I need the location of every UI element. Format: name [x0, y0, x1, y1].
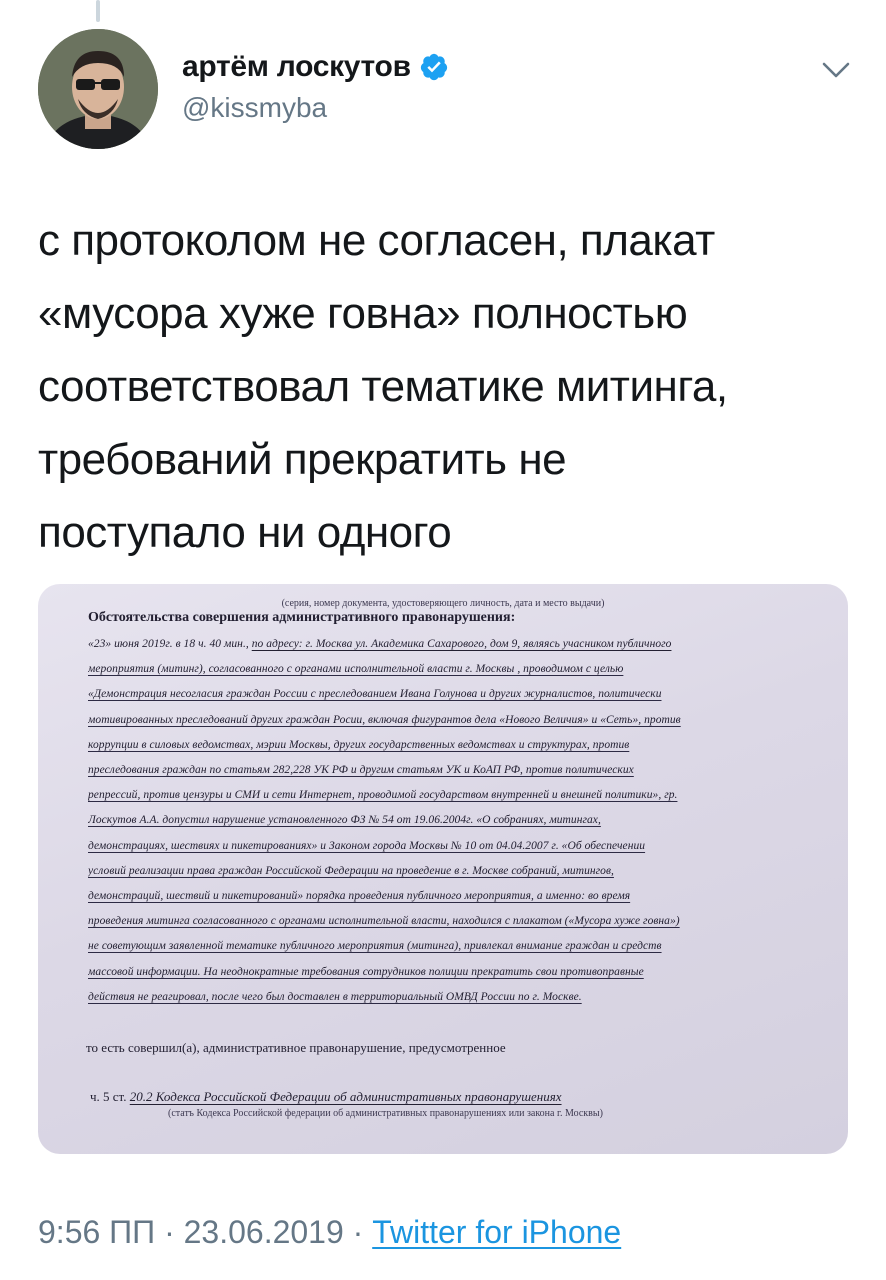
document-line: не советующим заявленной тематике публичного мероприятия (митинга), привлекал внимание граждан и средств	[88, 940, 662, 953]
author-handle[interactable]: @kissmyba	[182, 92, 328, 123]
document-line: условий реализации права граждан Российской Федерации на проведение в г. Москве собраний, митингов,	[88, 864, 614, 877]
protocol-document	[38, 584, 848, 1154]
document-line: Лоскутов А.А. допустил нарушение установленного ФЗ № 54 от 19.06.2004г. «О собраниях, митингах,	[88, 814, 601, 827]
chevron-down-icon[interactable]	[820, 58, 852, 82]
document-heading: Обстоятельства совершения административного правонарушения:	[88, 610, 516, 625]
footer-separator: ·	[343, 1214, 373, 1250]
document-line: действия не реагировал, после чего был доставлен в территориальный ОМВД России по г. Москве.	[88, 990, 582, 1003]
tweet-media-photo[interactable]	[38, 584, 848, 1154]
document-article-number: ч. 5 ст.	[90, 1089, 130, 1104]
document-caption-top: (серия, номер документа, удостоверяющего личность, дата и место выдачи)	[281, 598, 605, 609]
document-line: мероприятия (митинг), согласованного с органами исполнительной власти г. Москвы , проводимом с целью	[88, 663, 624, 676]
document-line-date: «23» июня 2019г. в 18 ч. 40 мин.,	[88, 638, 252, 650]
avatar[interactable]	[38, 29, 158, 149]
tweet-source-link[interactable]: Twitter for iPhone	[372, 1214, 622, 1250]
document-line: массовой информации. На неоднократные требования сотрудников полиции прекратить свои противоправные	[88, 965, 644, 978]
document-caption-bottom: (статъ Кодекса Российской федерации об административных правонарушениях или закона г. Москвы)	[168, 1108, 603, 1119]
document-line: преследования граждан по статьям 282,228 УК РФ и другим статьям УК и КоАП РФ, против политических	[88, 764, 634, 777]
document-line: коррупции в силовых ведомствах, мэрии Москвы, других государственных ведомствах и структурах, против	[88, 738, 630, 751]
thread-connector-line	[96, 0, 100, 22]
verified-badge-icon	[419, 52, 449, 82]
tweet-time[interactable]: 9:56 ПП	[38, 1214, 156, 1250]
document-article	[90, 1089, 562, 1105]
author-display-name[interactable]: артём лоскутов	[182, 50, 411, 83]
footer-separator: ·	[155, 1214, 184, 1250]
tweet-date[interactable]: 23.06.2019	[183, 1214, 344, 1250]
document-line: «Демонстрация несогласия граждан России с преследованием Ивана Голунова и других журналистов, политически	[88, 688, 662, 701]
document-line	[88, 632, 818, 657]
avatar-image	[38, 29, 158, 149]
document-line: репрессий, против цензуры и СМИ и сети Интернет, проводимой государством внутренней и внешней политики», гр.	[88, 789, 678, 802]
document-line-address: по адресу: г. Москва ул. Академика Сахарового, дом 9, являясь учасником публичного	[251, 638, 672, 650]
author-name[interactable]	[182, 50, 449, 84]
document-conclusion: то есть совершил(а), административное правонарушение, предусмотренное	[86, 1040, 506, 1055]
document-line: демонстрациях, шествиях и пикетированиях» и Законом города Москвы № 10 от 04.04.2007 г. «Об обеспечении	[88, 839, 646, 852]
document-line: проведения митинга согласованного с органами исполнительной власти, находился с плакатом («Мусора хуже говна»)	[88, 915, 680, 928]
document-body	[88, 632, 818, 1010]
document-line: демонстраций, шествий и пикетирований» порядка проведения публичного мероприятия, а именно: во время	[88, 890, 631, 903]
document-line: мотивированных преследований других граждан Росии, включая фигурантов дела «Нового Величия» и «Сеть», против	[88, 713, 681, 726]
tweet-text: с протоколом не согласен, плакат «мусора хуже говна» полностью соответствовал тематике митинга, требований прекратить не поступало ни одного	[38, 216, 728, 557]
tweet-footer	[38, 1214, 621, 1251]
document-article-law: 20.2 Кодекса Российской Федерации об административных правонарушениях	[129, 1089, 562, 1104]
